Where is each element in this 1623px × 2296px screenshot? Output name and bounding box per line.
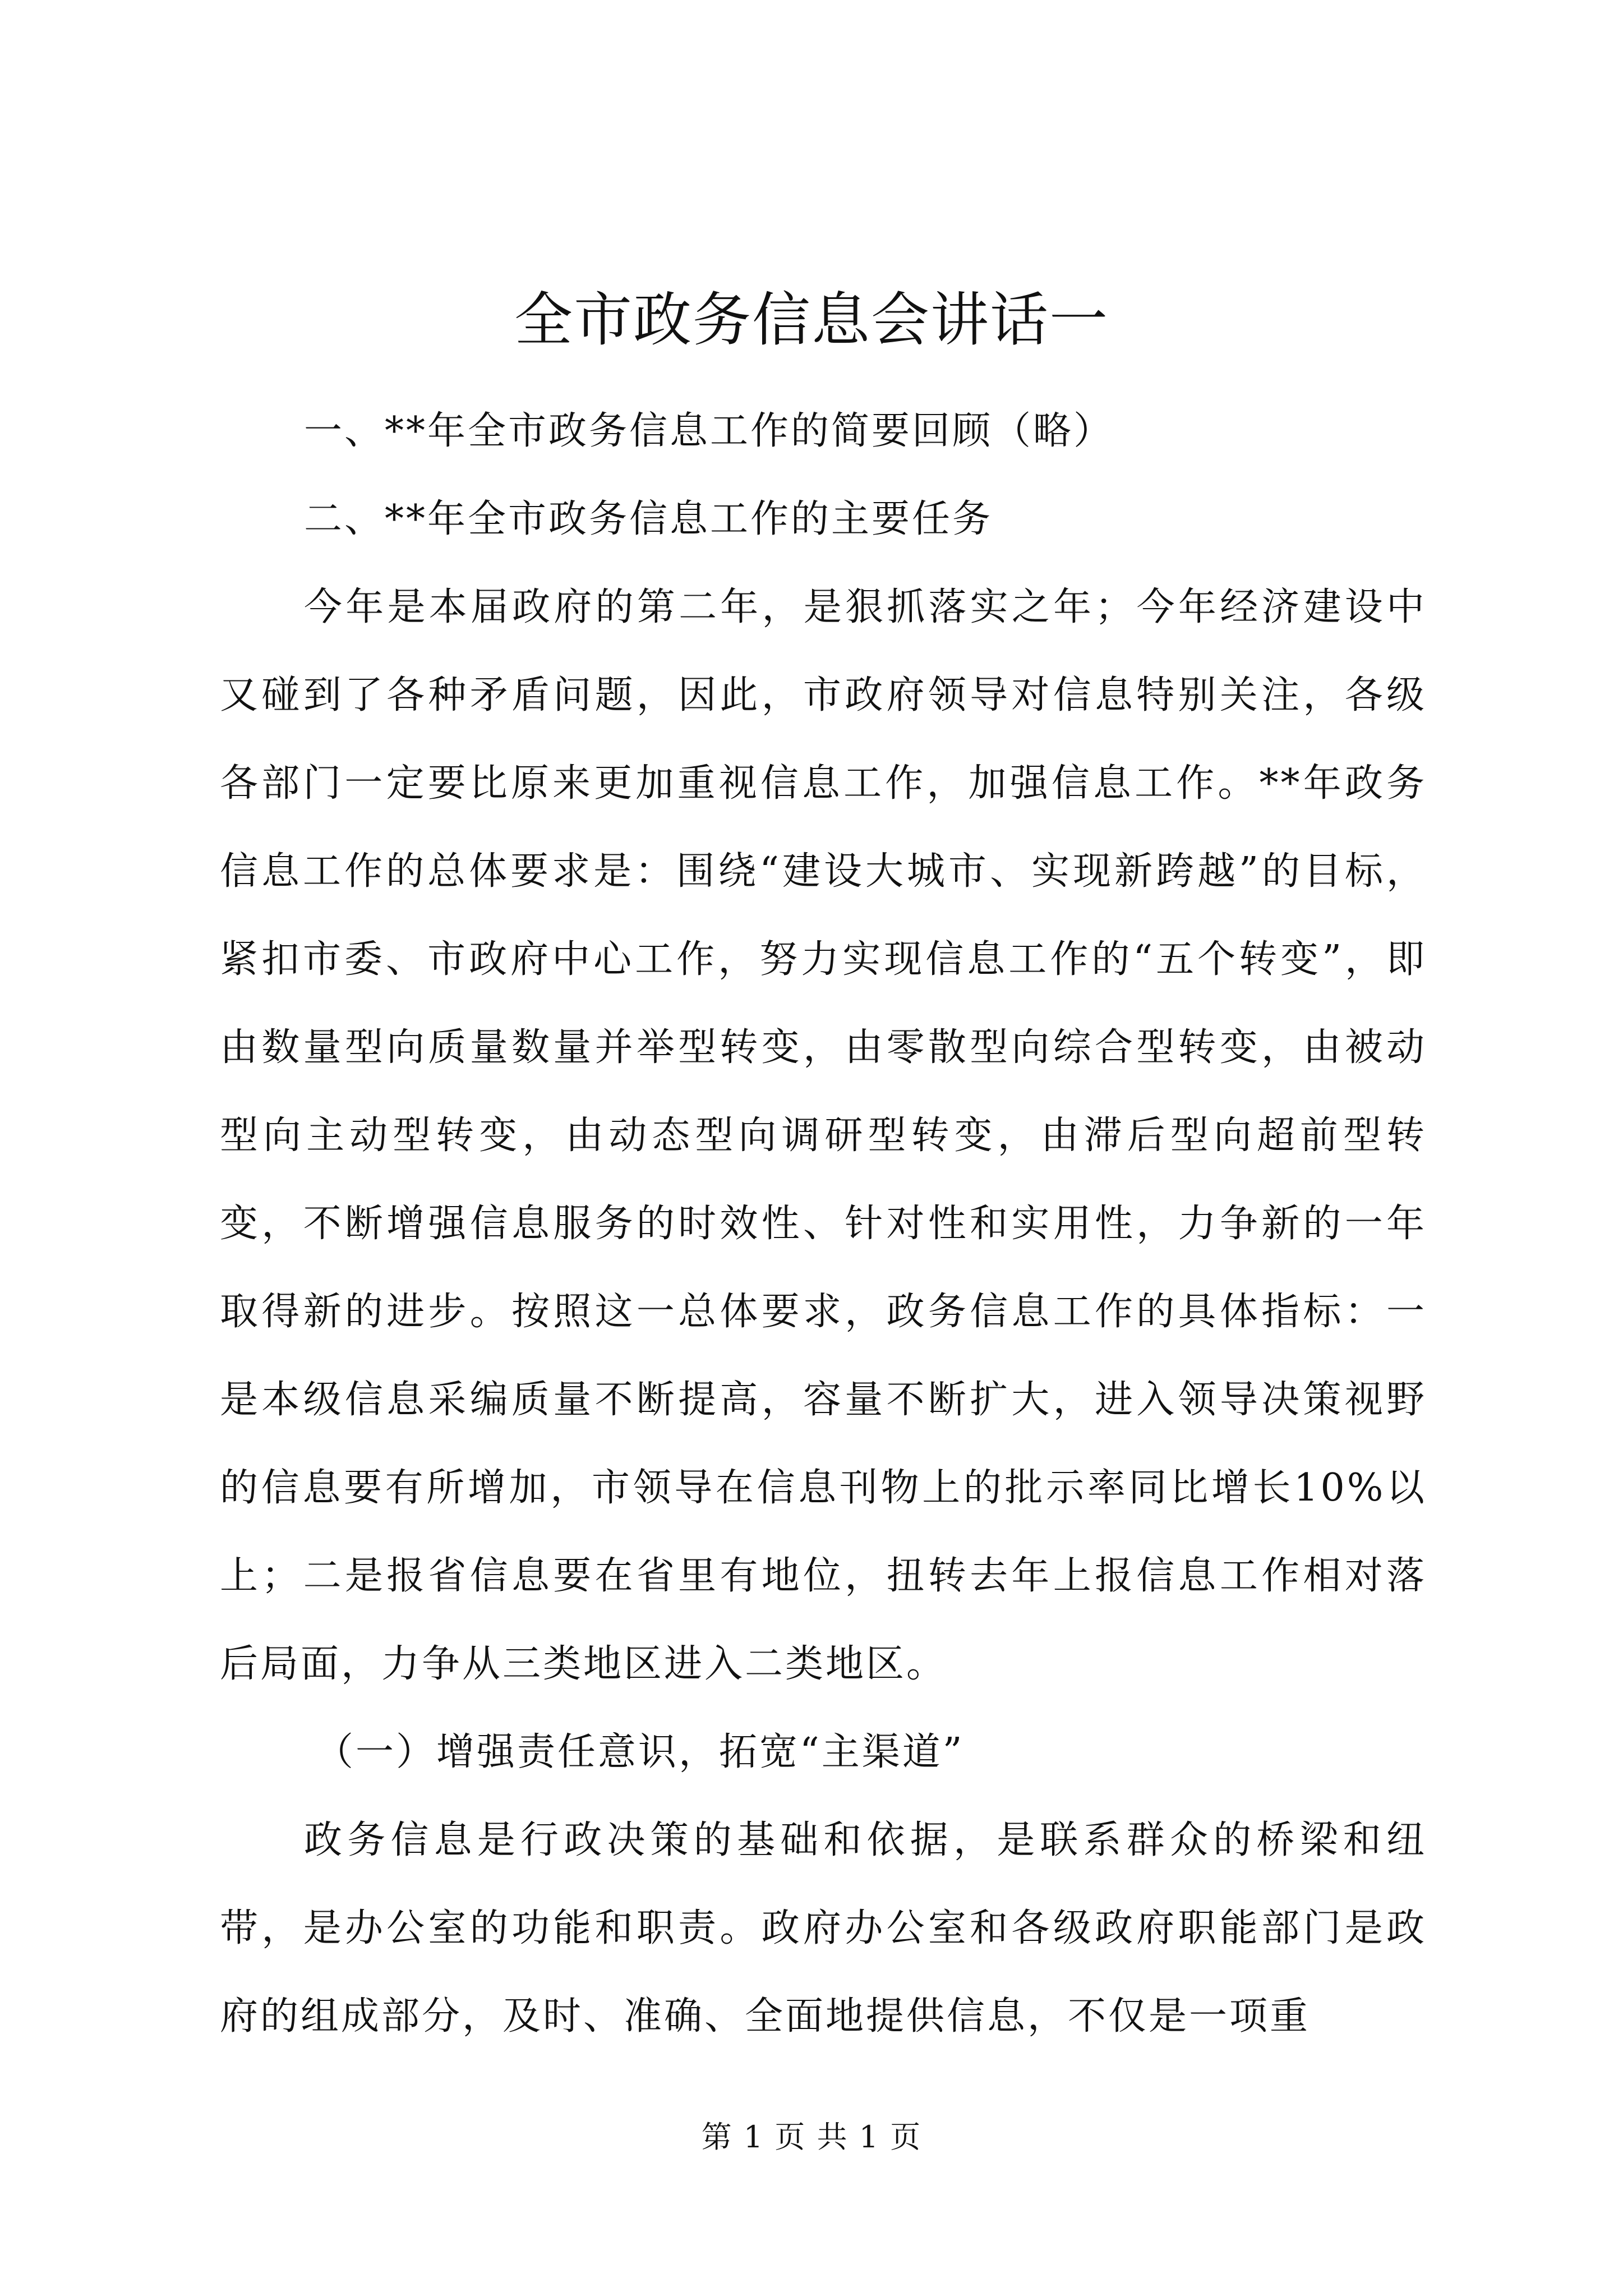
document-title: 全市政务信息会讲话一: [514, 286, 1109, 354]
subsection-heading-responsibility: （一）增强责任意识，拓宽“主渠道”: [315, 1730, 965, 1774]
body-paragraph: 今年是本届政府的第二年，是狠抓落实之年；今年经济建设中又碰到了各种矛盾问题，因此，市政府领导对信息特别关注，各级各部门一定要比原来更加重视信息工作，加强信息工作。**年政务信息工作的总体要求是：围绕“建设大城市、实现新跨越”的目标，紧扣市委、市政府中心工作，努力实现信息工作的“五个转变”，即由数量型向质量数量并举型转变，由零散型向综合型转变，由被动型向主动型转变，由动态型向调研型转变，由滞后型向超前型转变，不断增强信息服务的时效性、针对性和实用性，力争新的一年取得新的进步。按照这一总体要求，政务信息工作的具体指标：一是本级信息采编质量不断提高，容量不断扩大，进入领导决策视野的信息要有所增加，市领导在信息刊物上的批示率同比增长10%以上；二是报省信息要在省里有地位，扭转去年上报信息工作相对落后局面，力争从三类地区进入二类地区。: [220, 585, 1427, 1686]
body-paragraph: 政务信息是行政决策的基础和依据，是联系群众的桥梁和纽带，是办公室的功能和职责。政府办公室和各级政府职能部门是政府的组成部分，及时、准确、全面地提供信息，不仅是一项重: [220, 1818, 1427, 2039]
section-heading-tasks: 二、**年全市政务信息工作的主要任务: [304, 497, 993, 541]
document-body: [220, 387, 1427, 2060]
section-heading-review: 一、**年全市政务信息工作的简要回顾（略）: [304, 409, 1114, 453]
page-footer: 第 1 页 共 1 页: [701, 2119, 922, 2155]
